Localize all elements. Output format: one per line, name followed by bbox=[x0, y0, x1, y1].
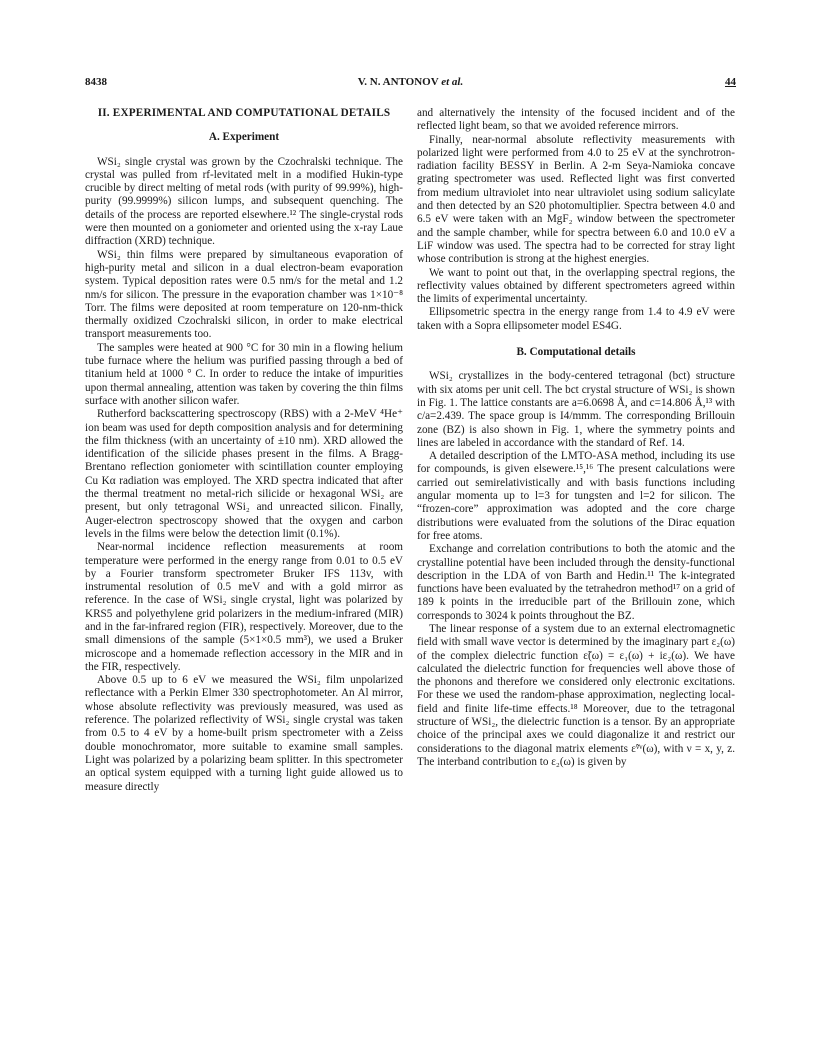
paragraph: The linear response of a system due to an external electromagnetic field with small wave vector is determined by the imaginary part ε₂(ω) of the complex dielectric function ε̃(ω) = ε₁(ω) + iε₂(ω). We have calculated the dielectric function for frequencies well above those of the phonons and therefore we considered only electronic excitations. For these we used the random-phase approximation, neglecting local-field and finite life-time effects.¹⁸ Moreover, due to the tetragonal structure of WSi₂, the dielectric function is a tensor. By an appropriate choice of the principal axes we could diagonalize it and restrict our considerations to the diagonal matrix elements ε̃ᵛᵛ(ω), with ν = x, y, z. The interband contribution to ε₂(ω) is given by bbox=[417, 622, 735, 768]
paragraph: A detailed description of the LMTO-ASA method, including its use for compounds, is given elsewere.¹⁵,¹⁶ The present calculations were carried out semirelativistically and with basis functions including angular momenta up to l=3 for tungsten and l=2 for silicon. The “frozen-core” approximation was adopted and the core charge distributions were evaluated from the solutions of the Dirac equation for free atoms. bbox=[417, 450, 735, 542]
paragraph: Exchange and correlation contributions to both the atomic and the crystalline potential have been included through the density-functional description in the LDA of von Barth and Hedin.¹¹ The k-integrated functions have been evaluated by the tetrahedron method¹⁷ on a grid of 189 k points in the irreducible part of the Brillouin zone, which corresponds to 3024 k points throughout the BZ. bbox=[417, 543, 735, 622]
subsection-experiment-title: A. Experiment bbox=[208, 131, 280, 144]
running-head-suffix: et al. bbox=[441, 76, 464, 88]
running-header bbox=[85, 76, 736, 90]
paragraph: We want to point out that, in the overlapping spectral regions, the reflectivity values obtained by different spectrometers agreed within the limits of experimental uncertainty. bbox=[417, 266, 735, 306]
paragraph: Ellipsometric spectra in the energy range from 1.4 to 4.9 eV were taken with a Sopra ellipsometer model ES4G. bbox=[417, 306, 735, 332]
paragraph: Above 0.5 up to 6 eV we measured the WSi₂ film unpolarized reflectance with a Perkin Elmer 330 spectrophotometer. An Al mirror, whose absolute reflectivity was previously measured, was used as reference. The polarized reflectivity of WSi₂ single crystal was taken from 0.5 to 4 eV by a home-built prism spectrometer with a Zeiss double monochromator, more suitable to examine small samples. Light was polarized by a polarizing beam splitter. In this spectrometer an optical system equipped with a turning light guide allowed us to measure directly bbox=[85, 674, 403, 793]
paragraph: Rutherford backscattering spectroscopy (RBS) with a 2-MeV ⁴He⁺ ion beam was used for depth composition analysis and for determining the film thickness (with an uncertainty of ±10 nm). XRD allowed the identification of the silicide phases present in the films. A Bragg-Brentano reflection goniometer with scintillation counter employing Cu Kα radiation was employed. The XRD spectra indicated that after the thermal treatment no metal-rich silicide or hexagonal WSi₂ are present, but only tetragonal WSi₂ and unreacted silicon. Finally, Auger-electron spectroscopy showed that the oxygen and carbon levels in the films were below the detection limit (0.1%). bbox=[85, 408, 403, 540]
subsection-computational-title: B. Computational details bbox=[516, 346, 636, 359]
right-column bbox=[417, 107, 735, 769]
paragraph: Near-normal incidence reflection measurements at room temperature were performed in the energy range from 0.01 to 0.5 eV by a Fourier transform spectrometer Bruker IFS 113v, with instrumental resolution of 0.5 meV and with a gold mirror as reference. In the case of WSi₂ single crystal, light was polarized by KRS5 and polyethylene grid polarizers in the medium-infrared (MIR) and in the far-infrared region (FIR), respectively. Moreover, due to the small dimensions of the sample (5×1×0.5 mm³), we used a Bruker microscope and a homemade reflection accessory in the MIR and in the FIR, respectively. bbox=[85, 541, 403, 673]
paragraph: WSi₂ thin films were prepared by simultaneous evaporation of high-purity metal and silicon in a dual electron-beam evaporation system. Typical deposition rates were 0.5 nm/s for the metal and 1.2 nm/s for silicon. The pressure in the evaporation chamber was 1×10⁻⁸ Torr. The films were deposited at room temperature on 120-nm-thick thermally oxidized Czochralski silicon, in order to make electrical transport measurements too. bbox=[85, 248, 403, 341]
paragraph: Finally, near-normal absolute reflectivity measurements with polarized light were performed from 4.0 to 25 eV at the synchrotron-radiation facility BESSY in Berlin. A 2-m Seya-Namioka concave grating spectrometer was used. Reflected light was first converted from medium ultraviolet into near ultraviolet using sodium salicylate and then detected by an S20 photomultiplier. Spectra between 4.0 and 6.5 eV were taken with an MgF₂ window between the spectrometer and the sample chamber, while for spectra between 6.0 and 10.0 eV a LiF window was used. The spectra had to be corrected for stray light whose contribution is strong at the highest energies. bbox=[417, 133, 735, 266]
paragraph: and alternatively the intensity of the focused incident and of the reflected light beam, so that we avoided reference mirrors. bbox=[417, 107, 735, 133]
left-column bbox=[85, 107, 403, 794]
running-head-authors: V. N. ANTONOV bbox=[357, 76, 439, 88]
section-title: II. EXPERIMENTAL AND COMPUTATIONAL DETAILS bbox=[97, 107, 391, 119]
page-number: 8438 bbox=[85, 76, 107, 88]
paragraph: The samples were heated at 900 °C for 30 min in a flowing helium tube furnace where the helium was purified passing through a bed of titanium held at 1000 ° C. In order to reduce the intake of impurities upon thermal annealing, attention was taken by covering the thin films surface with another silicon wafer. bbox=[85, 341, 403, 407]
volume-number: 44 bbox=[725, 76, 736, 88]
paragraph: WSi₂ crystallizes in the body-centered tetragonal (bct) structure with six atoms per unit cell. The bct crystal structure of WSi₂ is shown in Fig. 1. The lattice constants are a=6.0698 Å, and c=14.806 Å,¹³ with c/a=2.439. The space group is I4/mmm. The corresponding Brillouin zone (BZ) is also shown in Fig. 1, where the symmetry points and lines are labeled in accordance with the standard of Ref. 14. bbox=[417, 370, 735, 449]
paragraph: WSi₂ single crystal was grown by the Czochralski technique. The crystal was pulled from rf-levitated melt in a modified Hukin-type crucible by direct melting of metal rods (with purity of 99.99%), high-purity (99.9999%) silicon lumps, and subsequent quenching. The details of the process are reported elsewhere.¹² The single-crystal rods were then mounted on a goniometer and oriented using the x-ray Laue diffraction (XRD) technique. bbox=[85, 155, 403, 248]
running-head bbox=[85, 76, 736, 88]
